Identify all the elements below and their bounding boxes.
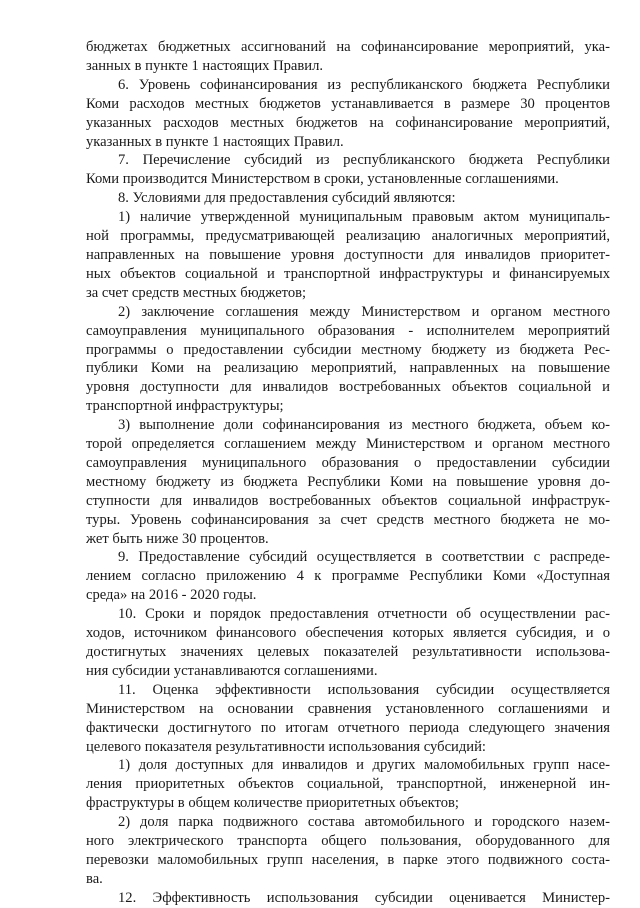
text-line: местному бюджету из бюджета Республики Коми на повышение уровня до-: [86, 473, 610, 490]
text-line: жет быть ниже 30 процентов.: [86, 530, 269, 547]
text-line: ва.: [86, 870, 103, 887]
text-line: ной программы, предусматривающей реализацию аналогичных мероприятий,: [86, 228, 610, 245]
text-line: 2) заключение соглашения между Министерством и органом местного: [118, 303, 610, 320]
text-line: уровня доступности для инвалидов востребованных объектов социальной и: [86, 379, 610, 396]
text-line: 8. Условиями для предоставления субсидий являются:: [118, 190, 456, 207]
text-line: 2) доля парка подвижного состава автомобильного и городского назем-: [118, 814, 610, 831]
text-line: самоуправления муниципального образования о предоставлении субсидии: [86, 454, 610, 471]
text-line: самоуправления муниципального образования - исполнителем мероприятий: [86, 322, 610, 339]
text-line: достигнутых значениях целевых показателей результативности использова-: [86, 644, 610, 660]
text-line: направленных на повышение уровня доступности для инвалидов приоритет-: [86, 246, 610, 263]
text-line: 9. Предоставление субсидий осуществляется в соответствии с распреде-: [118, 549, 610, 566]
paragraph-p8: [86, 189, 610, 208]
text-line: ния субсидии устанавливаются соглашениями.: [86, 662, 378, 679]
text-line: целевого показателя результативности использования субсидий:: [86, 738, 486, 755]
text-line: транспортной инфраструктуры;: [86, 398, 284, 415]
text-line: ного электрического транспорта общего пользования, оборудованного для: [86, 833, 610, 850]
text-line: ступности для инвалидов востребованных объектов социальной инфраструк-: [86, 492, 610, 509]
document-body: [86, 38, 610, 908]
paragraph-p10: [86, 605, 610, 681]
text-line: занных в пункте 1 настоящих Правил.: [86, 57, 324, 74]
paragraph-p5-tail: [86, 38, 610, 76]
text-line: 11. Оценка эффективности использования субсидии осуществляется: [118, 681, 610, 698]
text-line: программы о предоставлении субсидии местному бюджету из бюджета Рес-: [86, 341, 610, 358]
text-line: указанных в пункте 1 настоящих Правил.: [86, 133, 344, 150]
text-line: 7. Перечисление субсидий из республиканского бюджета Республики: [118, 152, 610, 169]
text-line: ления приоритетных объектов социальной, транспортной, инженерной ин-: [86, 776, 610, 793]
text-line: указанных расходов местных бюджетов на софинансирование мероприятий,: [86, 114, 610, 131]
paragraph-p8-2: [86, 303, 610, 416]
paragraph-p8-1: [86, 208, 610, 303]
text-line: фактически достигнутого по итогам отчетного периода следующего значения: [86, 719, 610, 736]
text-line: среда» на 2016 - 2020 годы.: [86, 587, 257, 604]
text-line: перевозки маломобильных групп населения, в парке этого подвижного соста-: [86, 851, 610, 868]
text-line: 6. Уровень софинансирования из республиканского бюджета Республики: [118, 76, 610, 93]
text-line: Коми расходов местных бюджетов устанавливается в размере 30 процентов: [86, 95, 610, 112]
text-line: Министерством на основании сравнения установленного соглашениями и: [86, 700, 610, 717]
paragraph-p7: [86, 151, 610, 189]
paragraph-p8-3: [86, 416, 610, 548]
text-line: за счет средств местных бюджетов;: [86, 284, 307, 301]
text-line: 1) наличие утвержденной муниципальным правовым актом муниципаль-: [118, 209, 610, 226]
text-line: фраструктуры в общем количестве приоритетных объектов;: [86, 795, 459, 812]
text-line: 1) доля доступных для инвалидов и других маломобильных групп насе-: [118, 757, 610, 774]
text-line: 3) выполнение доли софинансирования из местного бюджета, объем ко-: [118, 417, 610, 434]
text-line: туры. Уровень софинансирования за счет средств местного бюджета не мо-: [86, 511, 610, 528]
text-line: публики Коми на реализацию мероприятий, направленных на повышение: [86, 360, 610, 377]
paragraph-p6: [86, 76, 610, 152]
paragraph-p11-1: [86, 756, 610, 813]
paragraph-p11: [86, 681, 610, 757]
text-line: лением согласно приложению 4 к программе Республики Коми «Доступная: [86, 568, 610, 585]
text-line: бюджетах бюджетных ассигнований на софинансирование мероприятий, ука-: [86, 39, 610, 55]
text-line: ходов, источником финансового обеспечения которых является субсидия, и о: [86, 625, 610, 642]
text-line: Коми производится Министерством в сроки, установленные соглашениями.: [86, 171, 559, 188]
text-line: 12. Эффективность использования субсидии оценивается Министер-: [118, 889, 610, 906]
text-line: 10. Сроки и порядок предоставления отчетности об осуществлении рас-: [118, 606, 610, 623]
text-line: ных объектов социальной и транспортной инфраструктуры и финансируемых: [86, 265, 610, 282]
paragraph-p11-2: [86, 813, 610, 889]
paragraph-p9: [86, 548, 610, 605]
text-line: торой определяется соглашением между Министерством и органом местного: [86, 436, 610, 453]
